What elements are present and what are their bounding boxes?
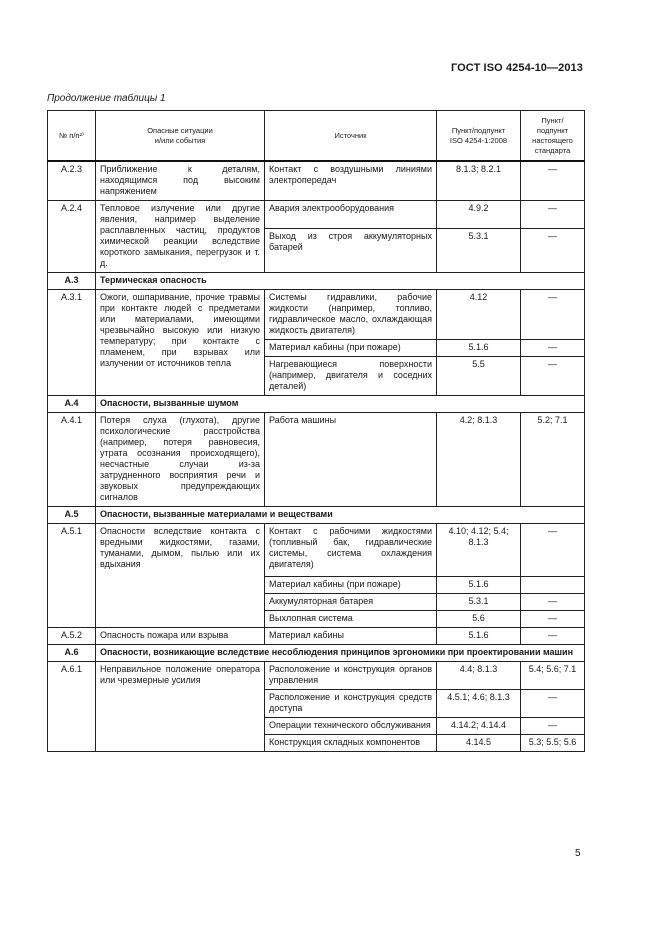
row-source: Расположение и конструкция органов управления (265, 662, 437, 690)
row-iso-clause: 4.14.2; 4.14.4 (437, 718, 521, 735)
row-iso-clause: 8.1.3; 8.2.1 (437, 161, 521, 201)
group-row (48, 273, 585, 290)
row-national-clause: 5.2; 7.1 (521, 413, 585, 507)
row-source: Конструкция складных компонентов (265, 735, 437, 752)
group-title: Термическая опасность (96, 273, 585, 290)
row-iso-clause: 5.1.6 (437, 340, 521, 357)
row-situation: Ожоги, ошпаривание, прочие травмы при контакте людей с предметами или материалами, имеющими чрезвычайно высокую или низкую температуру; при контакте с пламенем, при взрывах или излучении от источников тепла (96, 290, 265, 396)
row-iso-clause: 4.2; 8.1.3 (437, 413, 521, 507)
table-row (48, 201, 585, 229)
group-number: А.4 (48, 396, 96, 413)
row-source: Расположение и конструкция средств доступа (265, 690, 437, 718)
row-iso-clause: 4.4; 8.1.3 (437, 662, 521, 690)
row-national-clause (521, 577, 585, 594)
row-source: Аккумуляторная батарея (265, 594, 437, 611)
col-header-national-clause: Пункт/ подпункт настоящего стандарта (521, 111, 585, 162)
row-source: Нагревающиеся поверхности (например, двигателя и соседних деталей) (265, 357, 437, 396)
row-national-clause: — (521, 718, 585, 735)
row-source: Системы гидравлики, рабочие жидкости (например, топливо, гидравлическое масло, охлаждающая жидкость двигателя) (265, 290, 437, 340)
group-number: А.5 (48, 507, 96, 524)
row-source: Выхлопная система (265, 611, 437, 628)
row-situation: Тепловое излучение или другие явления, например выделение расплавленных частиц, продуктов химической реакции вследствие короткого замыкания, перегрузок и т. д. (96, 201, 265, 273)
col-header-situations: Опасные ситуации и/или события (96, 111, 265, 162)
table-header-row (48, 111, 585, 162)
table-row (48, 662, 585, 690)
row-national-clause: — (521, 628, 585, 645)
row-number: А.3.1 (48, 290, 96, 396)
row-iso-clause: 5.1.6 (437, 628, 521, 645)
row-national-clause: — (521, 229, 585, 273)
row-iso-clause: 4.10; 4.12; 5.4; 8.1.3 (437, 524, 521, 577)
group-number: А.3 (48, 273, 96, 290)
row-source: Операции технического обслуживания (265, 718, 437, 735)
row-source: Выход из строя аккумуляторных батарей (265, 229, 437, 273)
row-iso-clause: 5.3.1 (437, 594, 521, 611)
row-source: Материал кабины (при пожаре) (265, 340, 437, 357)
row-iso-clause: 5.6 (437, 611, 521, 628)
row-number: А.5.1 (48, 524, 96, 628)
table-row (48, 161, 585, 201)
col-header-source: Источник (265, 111, 437, 162)
group-title: Опасности, возникающие вследствие несоблюдения принципов эргономики при проектировании машин (96, 645, 585, 662)
group-row (48, 645, 585, 662)
row-situation: Опасность пожара или взрыва (96, 628, 265, 645)
row-national-clause: 5.4; 5.6; 7.1 (521, 662, 585, 690)
row-situation: Опасности вследствие контакта с вредными жидкостями, газами, туманами, дымом, пылью или их вдыхания (96, 524, 265, 628)
col-header-iso-clause: Пункт/подпункт ISO 4254-1:2008 (437, 111, 521, 162)
standard-code: ГОСТ ISO 4254-10—2013 (450, 62, 583, 74)
row-source: Авария электрооборудования (265, 201, 437, 229)
row-national-clause: — (521, 524, 585, 577)
col-header-number: № п/п²⁾ (48, 111, 96, 162)
row-iso-clause: 4.9.2 (437, 201, 521, 229)
row-number: А.2.4 (48, 201, 96, 273)
row-source: Контакт с рабочими жидкостями (топливный бак, гидравлические системы, система охлаждения двигателя) (265, 524, 437, 577)
group-title: Опасности, вызванные шумом (96, 396, 585, 413)
row-iso-clause: 4.14.5 (437, 735, 521, 752)
hazards-table (47, 110, 585, 752)
row-source: Работа машины (265, 413, 437, 507)
row-national-clause: — (521, 611, 585, 628)
row-number: А.6.1 (48, 662, 96, 752)
table-caption: Продолжение таблицы 1 (47, 93, 166, 104)
row-source: Материал кабины (при пожаре) (265, 577, 437, 594)
group-row (48, 396, 585, 413)
row-situation: Неправильное положение оператора или чрезмерные усилия (96, 662, 265, 752)
row-iso-clause: 4.12 (437, 290, 521, 340)
row-national-clause: — (521, 594, 585, 611)
page-number: 5 (575, 848, 581, 859)
row-number: А.4.1 (48, 413, 96, 507)
row-iso-clause: 5.3.1 (437, 229, 521, 273)
row-source: Контакт с воздушными линиями электропередач (265, 161, 437, 201)
group-number: А.6 (48, 645, 96, 662)
table-row (48, 524, 585, 577)
row-situation: Приближение к деталям, находящимся под высоким напряжением (96, 161, 265, 201)
table-row (48, 413, 585, 507)
row-source: Материал кабины (265, 628, 437, 645)
table-row (48, 628, 585, 645)
row-national-clause: 5.3; 5.5; 5.6 (521, 735, 585, 752)
group-title: Опасности, вызванные материалами и веществами (96, 507, 585, 524)
row-national-clause: — (521, 690, 585, 718)
row-national-clause: — (521, 357, 585, 396)
row-iso-clause: 5.5 (437, 357, 521, 396)
row-iso-clause: 5.1.6 (437, 577, 521, 594)
row-number: А.5.2 (48, 628, 96, 645)
row-national-clause: — (521, 161, 585, 201)
row-number: А.2.3 (48, 161, 96, 201)
row-national-clause: — (521, 290, 585, 340)
group-row (48, 507, 585, 524)
row-national-clause: — (521, 340, 585, 357)
table-row (48, 290, 585, 340)
row-iso-clause: 4.5.1; 4.6; 8.1.3 (437, 690, 521, 718)
row-national-clause: — (521, 201, 585, 229)
row-situation: Потеря слуха (глухота), другие психологические расстройства (например, потеря равновесия, утрата осознания происходящего), несчастные случаи из-за затрудненного восприятия речи и звуковых предупреждающих сигналов (96, 413, 265, 507)
